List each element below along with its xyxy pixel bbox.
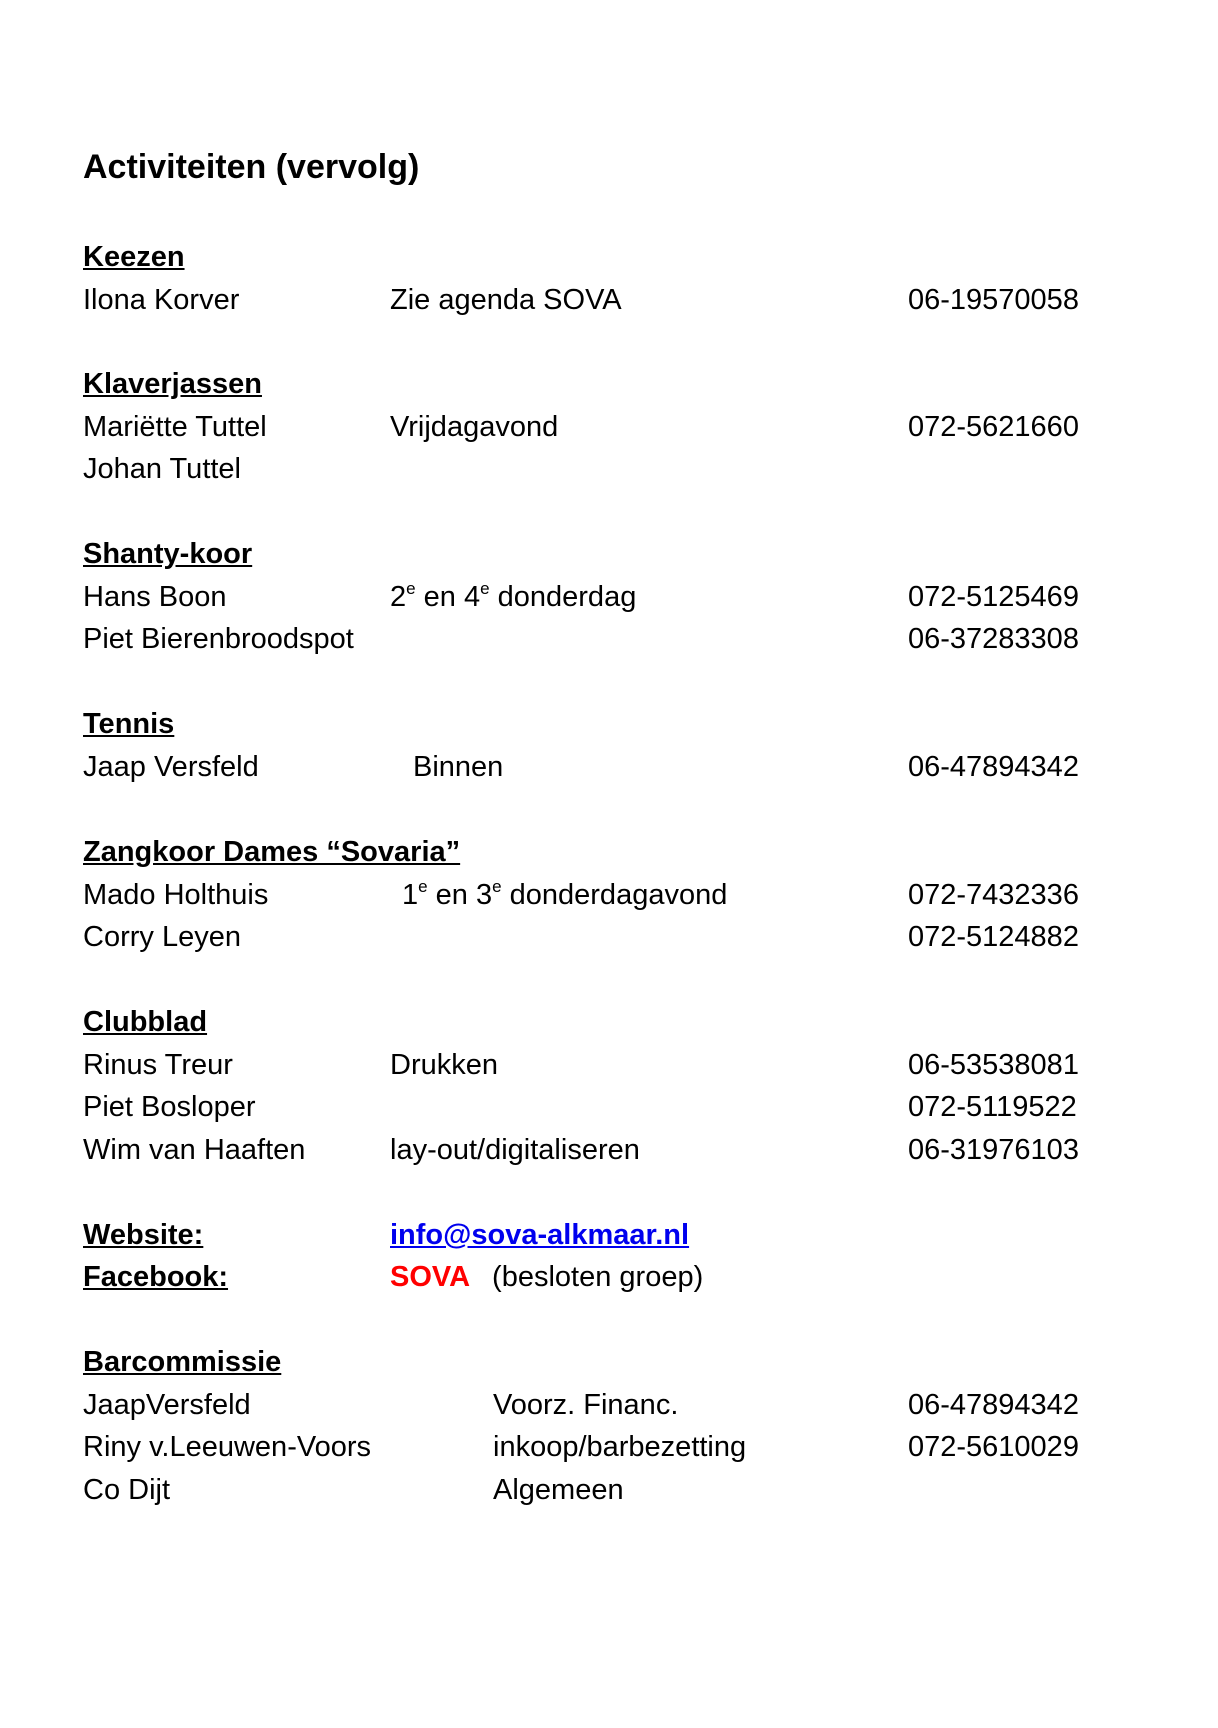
contact-name: Piet Bosloper <box>83 1091 256 1123</box>
contact-phone: 06-53538081 <box>908 1049 1079 1081</box>
ordinal-suffix: e <box>492 877 502 896</box>
contact-name: Corry Leyen <box>83 921 241 953</box>
contact-phone: 072-7432336 <box>908 879 1079 911</box>
ordinal-suffix: e <box>406 579 416 598</box>
website-email-link[interactable]: info@sova-alkmaar.nl <box>390 1219 690 1251</box>
section-heading-tennis: Tennis <box>83 708 175 740</box>
contact-info <box>390 577 636 617</box>
contact-name: Hans Boon <box>83 581 227 613</box>
contact-phone: 06-19570058 <box>908 284 1079 316</box>
contact-name: JaapVersfeld <box>83 1389 251 1421</box>
contact-phone: 06-37283308 <box>908 623 1079 655</box>
contact-name: Mariëtte Tuttel <box>83 411 267 443</box>
info-number: 1 <box>402 879 419 911</box>
info-number: 2 <box>390 581 407 613</box>
contact-name: Mado Holthuis <box>83 879 269 911</box>
section-heading-clubblad: Clubblad <box>83 1006 208 1038</box>
contact-info: Voorz. Financ. <box>493 1389 679 1421</box>
contact-phone: 072-5621660 <box>908 411 1079 443</box>
contact-phone: 06-47894342 <box>908 1389 1079 1421</box>
contact-name: Ilona Korver <box>83 284 240 316</box>
contact-info: Zie agenda SOVA <box>390 284 622 316</box>
contact-phone: 072-5119522 <box>908 1091 1077 1123</box>
contact-phone: 072-5125469 <box>908 581 1079 613</box>
contact-name: Piet Bierenbroodspot <box>83 623 354 655</box>
page-title: Activiteiten (vervolg) <box>83 148 420 186</box>
contact-info: Binnen <box>413 751 504 783</box>
section-heading-barcommissie: Barcommissie <box>83 1346 282 1378</box>
section-heading-zangkoor: Zangkoor Dames “Sovaria” <box>83 836 461 868</box>
contact-name: Wim van Haaften <box>83 1134 306 1166</box>
contact-info: inkoop/barbezetting <box>493 1431 747 1463</box>
contact-info <box>402 875 727 915</box>
section-heading-shanty-koor: Shanty-koor <box>83 538 253 570</box>
contact-name: Rinus Treur <box>83 1049 233 1081</box>
contact-phone: 06-47894342 <box>908 751 1079 783</box>
facebook-value <box>390 1257 703 1297</box>
contact-name: Johan Tuttel <box>83 453 241 485</box>
ordinal-suffix: e <box>480 579 490 598</box>
contact-info: Algemeen <box>493 1474 624 1506</box>
info-text: donderdagavond <box>501 879 728 911</box>
website-label: Website: <box>83 1219 204 1251</box>
facebook-group-note: (besloten groep) <box>492 1261 704 1293</box>
section-heading-keezen: Keezen <box>83 241 185 273</box>
contact-info: lay-out/digitaliseren <box>390 1134 640 1166</box>
facebook-label: Facebook: <box>83 1261 229 1293</box>
contact-name: Co Dijt <box>83 1474 171 1506</box>
section-heading-klaverjassen: Klaverjassen <box>83 368 262 400</box>
ordinal-suffix: e <box>418 877 428 896</box>
contact-phone: 072-5124882 <box>908 921 1079 953</box>
contact-phone: 072-5610029 <box>908 1431 1079 1463</box>
info-number: en 4 <box>415 581 481 613</box>
contact-name: Riny v.Leeuwen-Voors <box>83 1431 372 1463</box>
info-text: donderdag <box>489 581 637 613</box>
contact-info: Vrijdagavond <box>390 411 559 443</box>
info-number: en 3 <box>427 879 493 911</box>
facebook-group-name: SOVA <box>390 1261 471 1293</box>
contact-phone: 06-31976103 <box>908 1134 1079 1166</box>
contact-info: Drukken <box>390 1049 498 1081</box>
contact-name: Jaap Versfeld <box>83 751 259 783</box>
